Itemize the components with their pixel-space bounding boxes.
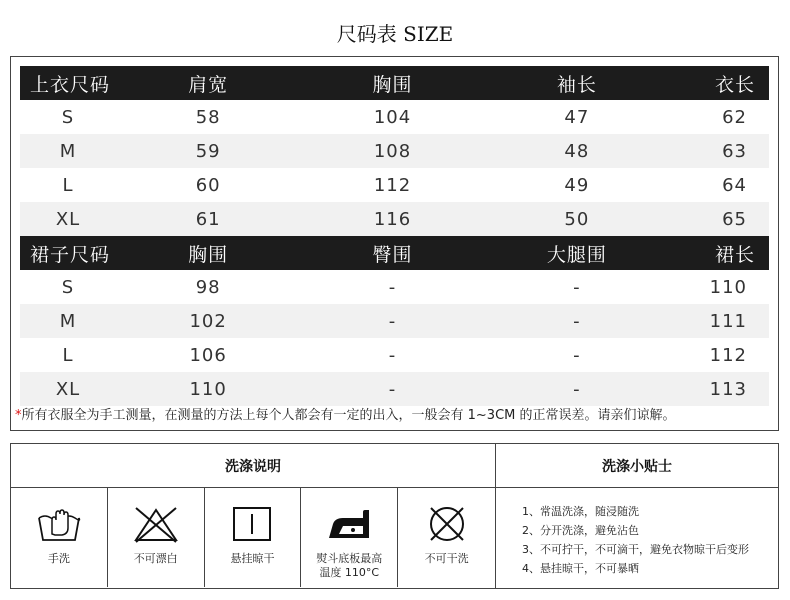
measurement-note — [15, 404, 676, 423]
size-cell: M — [20, 304, 116, 338]
size-cell: XL — [20, 372, 116, 406]
value-cell: 62 — [722, 106, 747, 128]
tips-list — [496, 488, 778, 578]
value-cell: 49 — [564, 174, 590, 196]
table-row — [20, 304, 769, 338]
size-cell: L — [62, 344, 74, 366]
care-icons-row — [11, 488, 495, 587]
value-cell: 59 — [116, 134, 300, 168]
no-dry-clean-icon — [423, 504, 471, 544]
care-icon-cell — [398, 488, 495, 587]
value-cell: - — [388, 344, 397, 366]
value-cell: 110 — [116, 372, 300, 406]
iron-label-line2: 温度 110°C — [319, 566, 380, 579]
page-title: 尺码表 SIZE — [336, 22, 454, 46]
iron-label — [316, 552, 382, 580]
list-item: 2、分开洗涤，避免沾色 — [522, 524, 639, 537]
value-cell: - — [388, 276, 397, 298]
skirt-header-row — [20, 236, 769, 270]
list-item: 3、不可拧干，不可滴干，避免衣物晾干后变形 — [522, 543, 749, 556]
value-cell: 112 — [709, 344, 747, 366]
value-cell: 60 — [195, 174, 221, 196]
value-cell: 48 — [485, 134, 669, 168]
top-header-row — [20, 66, 769, 100]
size-chart-box — [10, 56, 779, 431]
value-cell: - — [485, 372, 669, 406]
value-cell: 104 — [373, 106, 412, 128]
no-dry-clean-label: 不可干洗 — [424, 552, 469, 565]
care-icon-cell — [108, 488, 205, 587]
value-cell: - — [573, 276, 581, 298]
size-cell: S — [61, 276, 75, 298]
list-item: 1、常温洗涤，随浸随洗 — [522, 505, 639, 518]
header-cell: 肩宽 — [116, 66, 300, 100]
table-row — [20, 270, 769, 304]
value-cell: 64 — [722, 174, 747, 196]
washing-title: 洗涤说明 — [11, 444, 495, 488]
header-cell: 裙长 — [669, 236, 769, 270]
value-cell: 50 — [485, 202, 669, 236]
value-cell: 98 — [195, 276, 221, 298]
hang-dry-icon — [228, 504, 276, 544]
value-cell: 47 — [564, 106, 590, 128]
table-row — [20, 202, 769, 236]
value-cell: 111 — [669, 304, 769, 338]
value-cell: 110 — [709, 276, 747, 298]
value-cell: - — [300, 304, 484, 338]
table-row — [20, 168, 769, 202]
value-cell: - — [573, 344, 581, 366]
header-cell: 衣长 — [669, 66, 769, 100]
value-cell: 112 — [373, 174, 412, 196]
value-cell: 102 — [116, 304, 300, 338]
hand-wash-label: 手洗 — [47, 552, 70, 565]
list-item: 4、悬挂晾干，不可暴晒 — [522, 562, 639, 575]
value-cell: 65 — [669, 202, 769, 236]
note-text: 所有衣服全为手工测量，在测量的方法上每个人都会有一定的出入，一般会有 1~3CM 的正常误差。请亲们谅解。 — [21, 408, 676, 423]
care-icon-cell — [11, 488, 108, 587]
value-cell: 63 — [669, 134, 769, 168]
value-cell: - — [485, 304, 669, 338]
table-row — [20, 100, 769, 134]
value-cell: 106 — [189, 344, 227, 366]
note-asterisk: * — [15, 408, 22, 423]
value-cell: 108 — [300, 134, 484, 168]
header-cell: 胸围 — [116, 236, 300, 270]
table-row — [20, 134, 769, 168]
care-icon-cell — [301, 488, 398, 587]
header-cell: 臀围 — [300, 236, 484, 270]
hang-dry-label: 悬挂晾干 — [230, 552, 275, 565]
header-cell: 袖长 — [485, 66, 669, 100]
size-cell: M — [20, 134, 116, 168]
size-cell: XL — [20, 202, 116, 236]
tips-title: 洗涤小贴士 — [496, 444, 778, 488]
value-cell: - — [300, 372, 484, 406]
no-bleach-icon — [132, 504, 180, 544]
value-cell: 113 — [669, 372, 769, 406]
value-cell: 58 — [195, 106, 221, 128]
size-cell: S — [61, 106, 75, 128]
value-cell: 116 — [300, 202, 484, 236]
iron-label-line1: 熨斗底板最高 — [316, 552, 383, 565]
care-box — [10, 443, 779, 589]
iron-icon — [325, 504, 373, 544]
size-cell: L — [62, 174, 74, 196]
washing-instructions — [11, 444, 496, 588]
header-cell: 裙子尺码 — [20, 236, 116, 270]
header-cell: 大腿围 — [485, 236, 669, 270]
table-row — [20, 338, 769, 372]
washing-tips — [496, 444, 778, 588]
no-bleach-label: 不可漂白 — [133, 552, 178, 565]
hand-wash-icon — [35, 504, 83, 544]
table-row — [20, 372, 769, 406]
value-cell: 61 — [116, 202, 300, 236]
care-icon-cell — [205, 488, 302, 587]
size-table — [20, 66, 769, 406]
header-cell: 上衣尺码 — [20, 66, 116, 100]
header-cell: 胸围 — [300, 66, 484, 100]
